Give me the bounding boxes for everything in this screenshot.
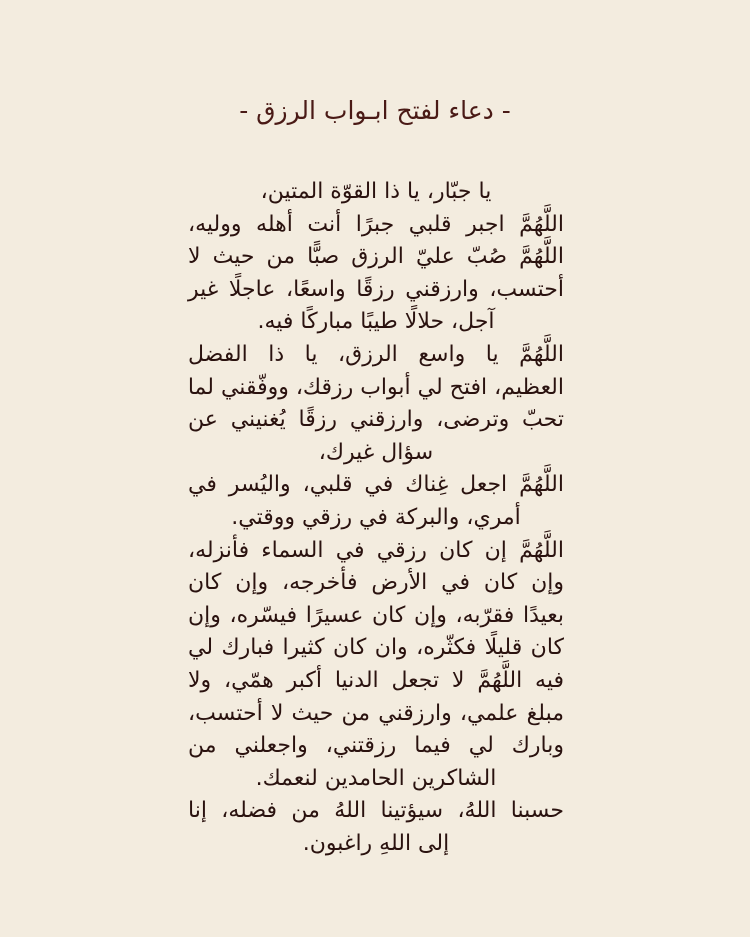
text-line: حسبنا اللهُ، سيؤتينا اللهُ من فضله، إنا [188,798,564,824]
text-line: العظيم، افتح لي أبواب رزقك، ووفّقني لما [187,374,564,400]
text-line: اللَّهُمَّ اجبر قلبي جبرًا أنت أهله ووليه، [188,211,564,237]
text-line: آجل، حلالًا طيبًا مباركًا فيه. [257,309,495,335]
text-line: الشاكرين الحامدين لنعمك. [255,765,497,791]
text-line: يا جبّار، يا ذا القوّة المتين، [260,179,492,204]
text-line: وبارك لي فيما رزقتني، واجعلني من [188,733,564,759]
text-line: فيه اللَّهُمَّ لا تجعل الدنيا أكبر همّي، ولا [188,667,564,693]
dua-text [188,176,564,860]
text-line: وإن كان في الأرض فأخرجه، وإن كان [188,570,564,596]
text-line: كان قليلًا فكثّره، وان كان كثيرا فبارك لي [188,635,564,661]
text-line: اللَّهُمَّ إن كان رزقي في السماء فأنزله، [188,537,564,563]
page-title: - دعاء لفتح ابـواب الرزق - [239,96,511,125]
text-line: تحبّ وترضى، وارزقني رزقًا يُغنيني عن [188,407,564,433]
text-line: أمري، والبركة في رزقي ووقتي. [231,504,521,530]
text-line: اللَّهُمَّ صُبّ عليّ الرزق صبًّا من حيث لا [188,244,564,270]
text-line: مبلغ علمي، وارزقني من حيث لا أحتسب، [188,700,564,726]
text-line: اللَّهُمَّ اجعل غِناك في قلبي، واليُسر في [188,472,564,498]
text-line: سؤال غيرك، [318,439,434,465]
text-line: أحتسب، وارزقني رزقًا واسعًا، عاجلًا غير [188,276,564,302]
text-line: بعيدًا فقرّبه، وإن كان عسيرًا فيسّره، وإن [188,602,564,628]
text-line: اللَّهُمَّ يا واسع الرزق، يا ذا الفضل [188,341,564,367]
text-line: إلى اللهِ راغبون. [302,830,450,856]
